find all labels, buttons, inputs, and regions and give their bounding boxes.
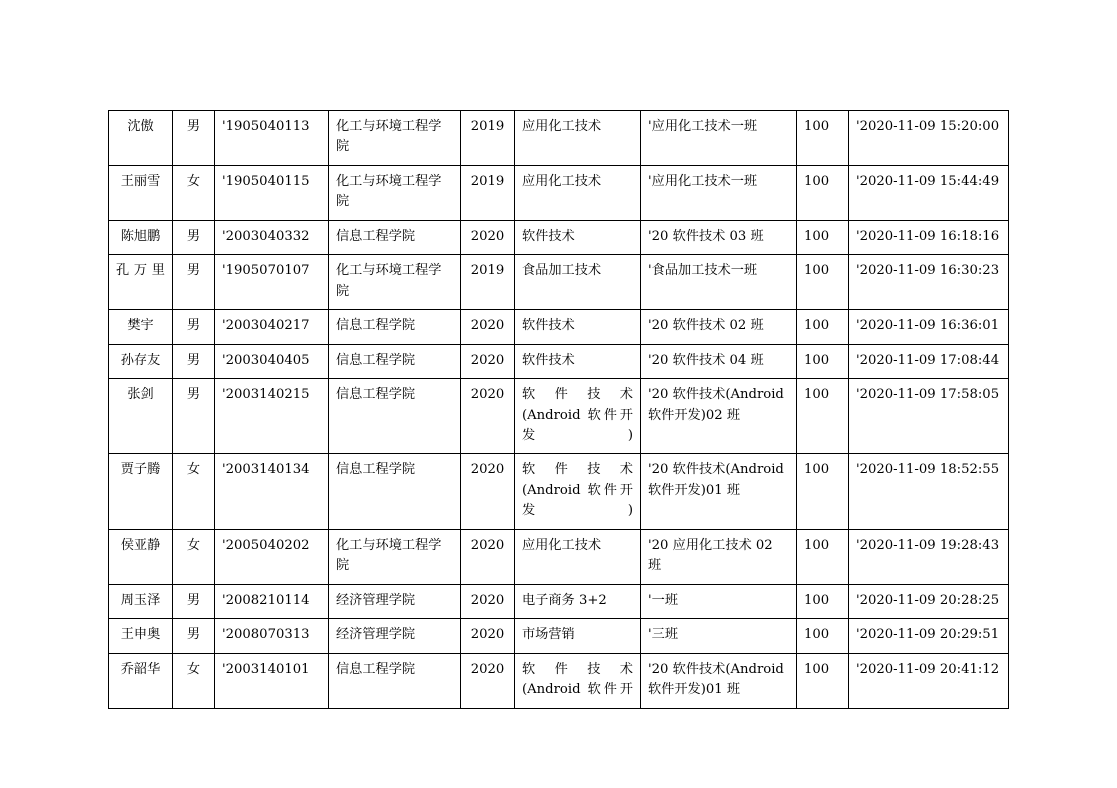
cell-student-id: '2003140134: [215, 454, 329, 529]
table-row: [109, 584, 1009, 618]
cell-student-id: '1905040113: [215, 111, 329, 166]
cell-student-id: '1905070107: [215, 255, 329, 310]
table-row: [109, 255, 1009, 310]
cell-college: 信息工程学院: [329, 653, 461, 708]
cell-major: 软件技术(Android 软件开发): [515, 379, 641, 454]
cell-submit-time: '2020-11-09 16:36:01: [849, 310, 1009, 344]
table-row: [109, 653, 1009, 708]
cell-sex: 男: [173, 255, 215, 310]
table-row: [109, 310, 1009, 344]
cell-year: 2019: [461, 165, 515, 220]
cell-name: 王丽雪: [109, 165, 173, 220]
cell-year: 2020: [461, 653, 515, 708]
cell-year: 2019: [461, 255, 515, 310]
cell-score: 100: [797, 584, 849, 618]
table-row: [109, 220, 1009, 254]
cell-student-id: '2003040405: [215, 344, 329, 378]
cell-sex: 女: [173, 653, 215, 708]
cell-submit-time: '2020-11-09 20:41:12: [849, 653, 1009, 708]
cell-name: 张剑: [109, 379, 173, 454]
cell-student-id: '2005040202: [215, 529, 329, 584]
cell-class: '20 软件技术 02 班: [641, 310, 797, 344]
cell-student-id: '2003140101: [215, 653, 329, 708]
cell-sex: 女: [173, 165, 215, 220]
cell-class: '食品加工技术一班: [641, 255, 797, 310]
cell-class: '三班: [641, 619, 797, 653]
cell-score: 100: [797, 255, 849, 310]
cell-sex: 男: [173, 111, 215, 166]
cell-year: 2020: [461, 220, 515, 254]
table-row: [109, 454, 1009, 529]
cell-sex: 男: [173, 220, 215, 254]
cell-year: 2020: [461, 619, 515, 653]
cell-score: 100: [797, 619, 849, 653]
cell-name: 沈傲: [109, 111, 173, 166]
cell-class: '20 软件技术(Android 软件开发)01 班: [641, 653, 797, 708]
cell-score: 100: [797, 165, 849, 220]
cell-submit-time: '2020-11-09 17:08:44: [849, 344, 1009, 378]
cell-name: 乔韶华: [109, 653, 173, 708]
cell-college: 经济管理学院: [329, 619, 461, 653]
cell-submit-time: '2020-11-09 15:20:00: [849, 111, 1009, 166]
cell-submit-time: '2020-11-09 20:29:51: [849, 619, 1009, 653]
cell-student-id: '2008210114: [215, 584, 329, 618]
cell-score: 100: [797, 111, 849, 166]
cell-score: 100: [797, 653, 849, 708]
cell-student-id: '1905040115: [215, 165, 329, 220]
cell-submit-time: '2020-11-09 17:58:05: [849, 379, 1009, 454]
cell-student-id: '2003040217: [215, 310, 329, 344]
cell-name: 孙存友: [109, 344, 173, 378]
cell-name: 侯亚静: [109, 529, 173, 584]
cell-major: 软件技术(Android 软件开发): [515, 454, 641, 529]
cell-major: 软件技术: [515, 220, 641, 254]
cell-name: 樊宇: [109, 310, 173, 344]
cell-major: 应用化工技术: [515, 111, 641, 166]
cell-college: 化工与环境工程学院: [329, 111, 461, 166]
cell-sex: 男: [173, 379, 215, 454]
cell-sex: 女: [173, 454, 215, 529]
cell-year: 2019: [461, 111, 515, 166]
cell-college: 信息工程学院: [329, 379, 461, 454]
cell-score: 100: [797, 344, 849, 378]
cell-college: 经济管理学院: [329, 584, 461, 618]
table-row: [109, 344, 1009, 378]
cell-college: 化工与环境工程学院: [329, 165, 461, 220]
cell-score: 100: [797, 454, 849, 529]
cell-class: '20 应用化工技术 02 班: [641, 529, 797, 584]
cell-year: 2020: [461, 310, 515, 344]
cell-sex: 男: [173, 344, 215, 378]
cell-college: 信息工程学院: [329, 454, 461, 529]
cell-name: 贾子腾: [109, 454, 173, 529]
cell-major: 软件技术: [515, 310, 641, 344]
table-row: [109, 111, 1009, 166]
cell-year: 2020: [461, 344, 515, 378]
cell-year: 2020: [461, 584, 515, 618]
cell-name: 周玉泽: [109, 584, 173, 618]
cell-major: 应用化工技术: [515, 529, 641, 584]
cell-year: 2020: [461, 454, 515, 529]
cell-name: 孔万里: [109, 255, 173, 310]
cell-score: 100: [797, 379, 849, 454]
cell-major: 市场营销: [515, 619, 641, 653]
cell-year: 2020: [461, 529, 515, 584]
table-row: [109, 619, 1009, 653]
cell-sex: 女: [173, 529, 215, 584]
cell-submit-time: '2020-11-09 20:28:25: [849, 584, 1009, 618]
table-body: [109, 111, 1009, 709]
cell-name: 陈旭鹏: [109, 220, 173, 254]
table-row: [109, 165, 1009, 220]
cell-class: '一班: [641, 584, 797, 618]
cell-submit-time: '2020-11-09 15:44:49: [849, 165, 1009, 220]
table-row: [109, 529, 1009, 584]
cell-college: 化工与环境工程学院: [329, 255, 461, 310]
cell-student-id: '2008070313: [215, 619, 329, 653]
cell-major: 应用化工技术: [515, 165, 641, 220]
table-row: [109, 379, 1009, 454]
cell-submit-time: '2020-11-09 19:28:43: [849, 529, 1009, 584]
cell-class: '20 软件技术(Android 软件开发)01 班: [641, 454, 797, 529]
cell-sex: 男: [173, 619, 215, 653]
cell-name: 王申奥: [109, 619, 173, 653]
cell-student-id: '2003040332: [215, 220, 329, 254]
cell-class: '应用化工技术一班: [641, 111, 797, 166]
cell-class: '应用化工技术一班: [641, 165, 797, 220]
cell-sex: 男: [173, 310, 215, 344]
cell-class: '20 软件技术(Android 软件开发)02 班: [641, 379, 797, 454]
cell-major: 电子商务 3+2: [515, 584, 641, 618]
cell-college: 信息工程学院: [329, 310, 461, 344]
cell-college: 信息工程学院: [329, 220, 461, 254]
cell-score: 100: [797, 529, 849, 584]
cell-score: 100: [797, 220, 849, 254]
cell-sex: 男: [173, 584, 215, 618]
cell-score: 100: [797, 310, 849, 344]
cell-college: 化工与环境工程学院: [329, 529, 461, 584]
cell-class: '20 软件技术 03 班: [641, 220, 797, 254]
cell-class: '20 软件技术 04 班: [641, 344, 797, 378]
cell-major: 食品加工技术: [515, 255, 641, 310]
cell-college: 信息工程学院: [329, 344, 461, 378]
cell-submit-time: '2020-11-09 18:52:55: [849, 454, 1009, 529]
cell-year: 2020: [461, 379, 515, 454]
student-records-table-wrapper: [108, 110, 1008, 709]
cell-submit-time: '2020-11-09 16:30:23: [849, 255, 1009, 310]
cell-major: 软件技术: [515, 344, 641, 378]
cell-major: 软件技术(Android 软件开: [515, 653, 641, 708]
student-records-table: [108, 110, 1009, 709]
cell-student-id: '2003140215: [215, 379, 329, 454]
cell-submit-time: '2020-11-09 16:18:16: [849, 220, 1009, 254]
